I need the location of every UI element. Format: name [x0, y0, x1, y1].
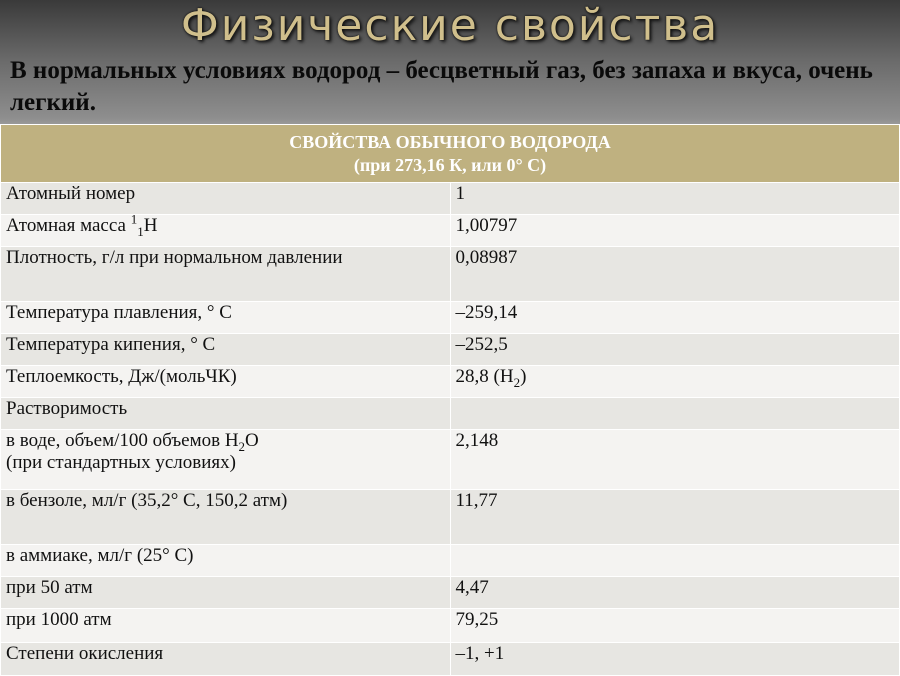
- property-value: 79,25: [450, 609, 900, 643]
- property-label: Атомный номер: [1, 183, 451, 215]
- table-row: [1, 183, 900, 215]
- label-sub: 1: [137, 223, 144, 239]
- property-label: Температура кипения, ° С: [1, 334, 451, 366]
- property-label: Теплоемкость, Дж/(мольЧК): [1, 366, 451, 398]
- table-row: [1, 490, 900, 545]
- property-value: [450, 366, 900, 398]
- property-label: при 50 атм: [1, 577, 451, 609]
- header-line-1: СВОЙСТВА ОБЫЧНОГО ВОДОРОДА: [289, 131, 611, 152]
- property-label: Степени окисления: [1, 643, 451, 676]
- table-row: [1, 609, 900, 643]
- property-label: Плотность, г/л при нормальном давлении: [1, 247, 451, 302]
- table-row: [1, 334, 900, 366]
- table-row: [1, 430, 900, 490]
- property-value: 1,00797: [450, 215, 900, 247]
- property-label: [1, 215, 451, 247]
- property-value: 4,47: [450, 577, 900, 609]
- table-row: [1, 366, 900, 398]
- label-text: Атомная масса: [6, 215, 131, 236]
- property-value: 1: [450, 183, 900, 215]
- label-text: O: [245, 430, 259, 451]
- table-row: [1, 398, 900, 430]
- table-row: [1, 215, 900, 247]
- property-value: 11,77: [450, 490, 900, 545]
- table-row: [1, 302, 900, 334]
- property-value: –1, +1: [450, 643, 900, 676]
- table-header: [1, 125, 900, 183]
- property-label: [1, 430, 451, 490]
- property-value: 0,08987: [450, 247, 900, 302]
- table-row: [1, 247, 900, 302]
- property-label: Температура плавления, ° С: [1, 302, 451, 334]
- property-value: –252,5: [450, 334, 900, 366]
- property-label: при 1000 атм: [1, 609, 451, 643]
- label-sup: 1: [130, 214, 138, 227]
- property-label: в бензоле, мл/г (35,2° С, 150,2 атм): [1, 490, 451, 545]
- label-text: в воде, объем/100 объемов H: [6, 430, 239, 451]
- slide-title: Физические свойства: [180, 0, 720, 51]
- intro-text: В нормальных условиях водород – бесцветный газ, без запаха и вкуса, очень легкий.: [10, 57, 873, 116]
- property-value: [450, 398, 900, 430]
- table-row: [1, 643, 900, 676]
- value-text: ): [520, 366, 527, 387]
- value-sub: 2: [513, 374, 521, 390]
- property-label: Растворимость: [1, 398, 451, 430]
- property-label: в аммиаке, мл/г (25° С): [1, 545, 451, 577]
- table-header-row: [1, 125, 900, 183]
- table-row: [1, 545, 900, 577]
- table-row: [1, 577, 900, 609]
- property-value: –259,14: [450, 302, 900, 334]
- label-line-2: (при стандартных условиях): [6, 452, 236, 473]
- label-text: H: [143, 215, 158, 236]
- label-sub: 2: [238, 438, 246, 454]
- label-line-1: [6, 430, 445, 452]
- property-value: [450, 545, 900, 577]
- properties-table: [0, 124, 900, 676]
- header-line-2: (при 273,16 К, или 0° С): [353, 154, 547, 175]
- value-text: 28,8 (H: [455, 366, 514, 387]
- property-value: 2,148: [450, 430, 900, 490]
